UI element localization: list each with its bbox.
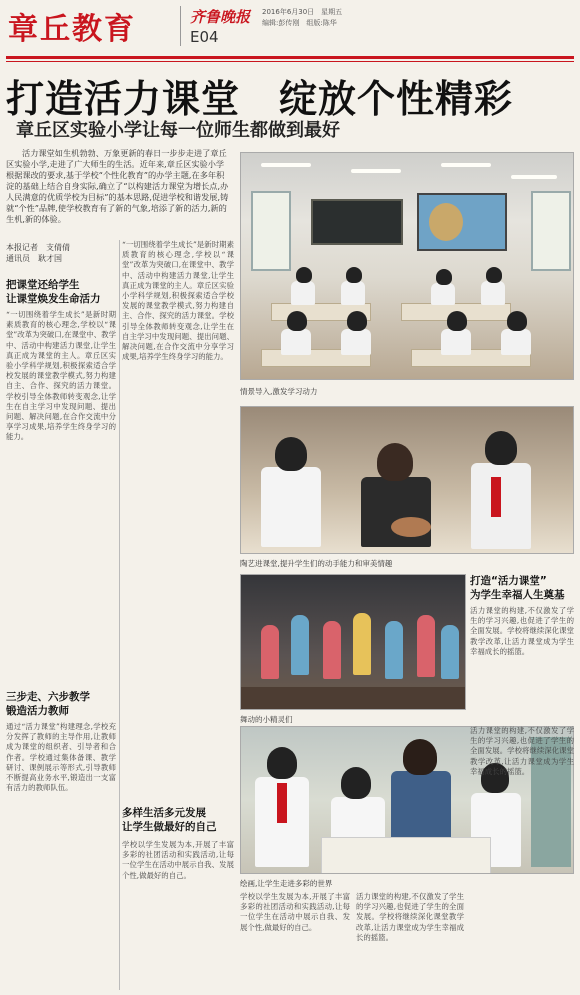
correspondent-credit: 通讯员 耿才国 bbox=[6, 254, 62, 263]
caption-1: 情景导入,激发学习动力 bbox=[240, 387, 318, 396]
section-4-body: 活力课堂的构建,不仅激发了学生的学习兴趣,也促进了学生的全面发展。学校将继续深化课堂教学改革,让活力课堂成为学生幸福成长的摇篮。 bbox=[470, 606, 574, 656]
section-2-heading: 三步走、六步教学 锻造活力教师 bbox=[6, 691, 90, 717]
section-2-body: 通过“活力课堂”构建理念,学校充分发挥了教师的主导作用,让教师成为课堂的组织者、引导者和合作者。学校通过集体备课、教学研讨、课例展示等形式,引导教师不断提高业务水平,锻造出一支富有活力的教师队伍。 bbox=[6, 722, 116, 793]
caption-3: 舞动的小精灵们 bbox=[240, 715, 293, 724]
column-rule bbox=[119, 240, 120, 990]
section-1-heading: 把课堂还给学生 让课堂焕发生命活力 bbox=[6, 279, 101, 305]
subheadline: 章丘区实验小学让每一位师生都做到最好 bbox=[16, 120, 340, 141]
editors-credit: 编辑:彭传刚 组版:陈华 bbox=[262, 19, 337, 27]
newspaper-logo: 齐鲁晚报 bbox=[190, 8, 251, 26]
section-3-continued: 学校以学生发展为本,开展了丰富多彩的社团活动和实践活动,让每一位学生在活动中展示自我、发展个性,做最好的自己。 bbox=[240, 892, 350, 932]
masthead-rule-thin bbox=[6, 61, 574, 62]
section-4-continued: 活力课堂的构建,不仅激发了学生的学习兴趣,也促进了学生的全面发展。学校将继续深化课堂教学改革,让活力课堂成为学生幸福成长的摇篮。 bbox=[356, 892, 464, 942]
section-4-heading: 打造“活力课堂” 为学生幸福人生奠基 bbox=[470, 575, 565, 601]
section-3-heading: 多样生活多元发展 让学生做最好的自己 bbox=[122, 807, 217, 833]
caption-4: 绘画,让学生走进多彩的世界 bbox=[240, 879, 333, 888]
section-4-body-continued: 活力课堂的构建,不仅激发了学生的学习兴趣,也促进了学生的全面发展。学校将继续深化课堂教学改革,让活力课堂成为学生幸福成长的摇篮。 bbox=[470, 726, 574, 776]
dance-photo bbox=[240, 574, 466, 710]
section-3-body: 学校以学生发展为本,开展了丰富多彩的社团活动和实践活动,让每一位学生在活动中展示自我、发展个性,做最好的自己。 bbox=[122, 840, 234, 880]
page-number: E04 bbox=[190, 28, 219, 46]
masthead-rule bbox=[6, 56, 574, 59]
byline bbox=[6, 242, 116, 264]
headline: 打造活力课堂 绽放个性精彩 bbox=[6, 77, 514, 121]
section-title: 章丘教育 bbox=[8, 12, 136, 47]
lead-paragraph: 活力课堂如生机勃勃、万象更新的春日一步步走进了章丘区实验小学,走进了广大师生的生活。近年来,章丘区实验小学根据课改的要求,基于学校“个性化教育”的办学主题,在多年积淀的基础上结合自身实际,确立了“以构建活力课堂为增长点,办人民满意的优质学校为目标”的基本思路,促进学校和谐发展,铸就“个性”品牌,使学校教育有了新的气象,培添了新的活力,新的生机,新的体验。 bbox=[6, 148, 229, 224]
masthead-divider bbox=[180, 6, 181, 46]
section-1-body: “一切围绕着学生成长”是新时期素质教育的核心理念,学校以“课堂”改革为突破口,在课堂中、教学中、活动中构建活力课堂,让学生真正成为课堂的主人。章丘区实验小学科学规划,积极探索适合学校发展的课堂教学模式,努力构建自主、合作、探究的活力课堂。学校引导全体教师转变观念,让学生在自主学习中发现问题、提出问题、解决问题,在合作交流中分享学习成果,培养学生终身学习的能力。 bbox=[6, 310, 116, 442]
issue-date: 2016年6月30日 星期五 bbox=[262, 8, 343, 16]
caption-2: 陶艺进课堂,提升学生们的动手能力和审美情趣 bbox=[240, 559, 393, 568]
pottery-class-photo bbox=[240, 406, 574, 554]
section-1-continued: “一切围绕着学生成长”是新时期素质教育的核心理念,学校以“课堂”改革为突破口,在课堂中、教学中、活动中构建活力课堂,让学生真正成为课堂的主人。章丘区实验小学科学规划,积极探索适合学校发展的课堂教学模式,努力构建自主、合作、探究的活力课堂。学校引导全体教师转变观念,让学生在自主学习中发现问题、提出问题、解决问题,在合作交流中分享学习成果,培养学生终身学习的能力。 bbox=[122, 240, 234, 362]
reporter-credit: 本报记者 支倩倩 bbox=[6, 243, 70, 252]
classroom-photo bbox=[240, 152, 574, 380]
